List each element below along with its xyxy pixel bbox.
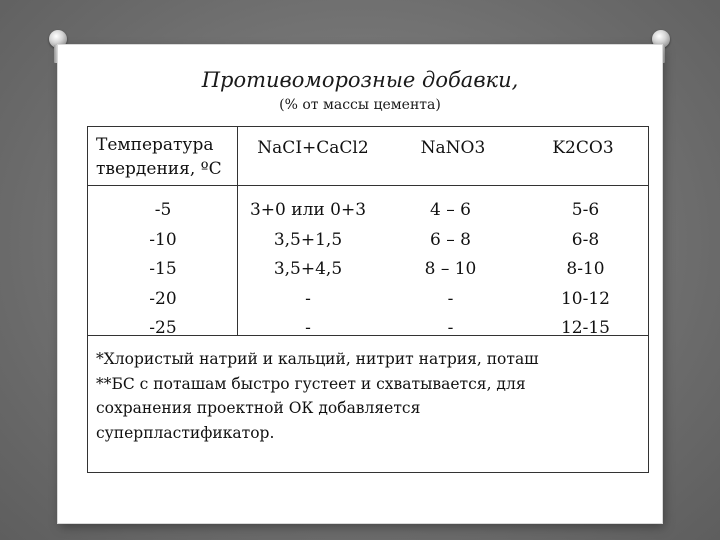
- additives-table: [87, 126, 649, 473]
- nano3-column: [398, 196, 503, 344]
- nano3-cell: 4 – 6: [430, 200, 471, 220]
- slide-subtitle: (% от массы цемента): [279, 97, 441, 113]
- footnote-line: **БС с поташам быстро густеет и схватывается, для: [96, 374, 526, 393]
- nacl-cacl2-cell: -: [305, 318, 311, 338]
- nano3-cell: -: [447, 318, 454, 338]
- temperature-column: [113, 196, 213, 344]
- k2co3-cell: 8-10: [566, 259, 605, 279]
- nacl-cacl2-cell: -: [305, 288, 311, 309]
- k2co3-column: [533, 196, 638, 344]
- k2co3-cell: 12-15: [560, 318, 610, 338]
- nano3-cell: 8 – 10: [424, 259, 477, 279]
- header-nacl-cacl2: NaCI+CaCl2: [257, 138, 369, 158]
- header-k2co3: K2CO3: [552, 138, 614, 158]
- temperature-cell: -20: [149, 288, 177, 309]
- footnotes: [96, 347, 642, 445]
- header-temperature-line2: твердения, ºС: [96, 159, 222, 179]
- header-temperature: [96, 133, 222, 181]
- slide-title: Противоморозные добавки,: [201, 68, 519, 92]
- nano3-cell: -: [447, 288, 454, 309]
- nano3-cell: 6 – 8: [430, 229, 471, 250]
- k2co3-cell: 6-8: [571, 229, 600, 250]
- temperature-cell: -5: [154, 200, 172, 220]
- column-divider: [237, 127, 238, 335]
- temperature-cell: -15: [149, 259, 177, 279]
- footnote-line: суперпластификатор.: [96, 423, 275, 442]
- k2co3-cell: 10-12: [560, 288, 610, 309]
- k2co3-cell: 5-6: [571, 200, 600, 220]
- header-temperature-line1: Температура: [96, 135, 214, 155]
- footnote-line: *Хлористый натрий и кальций, нитрит натрия, поташ: [96, 350, 539, 368]
- footnote-line: сохранения проектной ОК добавляется: [96, 399, 421, 417]
- header-divider: [88, 185, 648, 186]
- temperature-cell: -25: [149, 318, 177, 338]
- nacl-cacl2-column: [243, 196, 373, 344]
- temperature-cell: -10: [149, 229, 177, 250]
- header-nano3: NaNO3: [420, 138, 486, 158]
- nacl-cacl2-cell: 3,5+4,5: [273, 259, 343, 279]
- nacl-cacl2-cell: 3,5+1,5: [273, 229, 343, 250]
- nacl-cacl2-cell: 3+0 или 0+3: [249, 200, 367, 220]
